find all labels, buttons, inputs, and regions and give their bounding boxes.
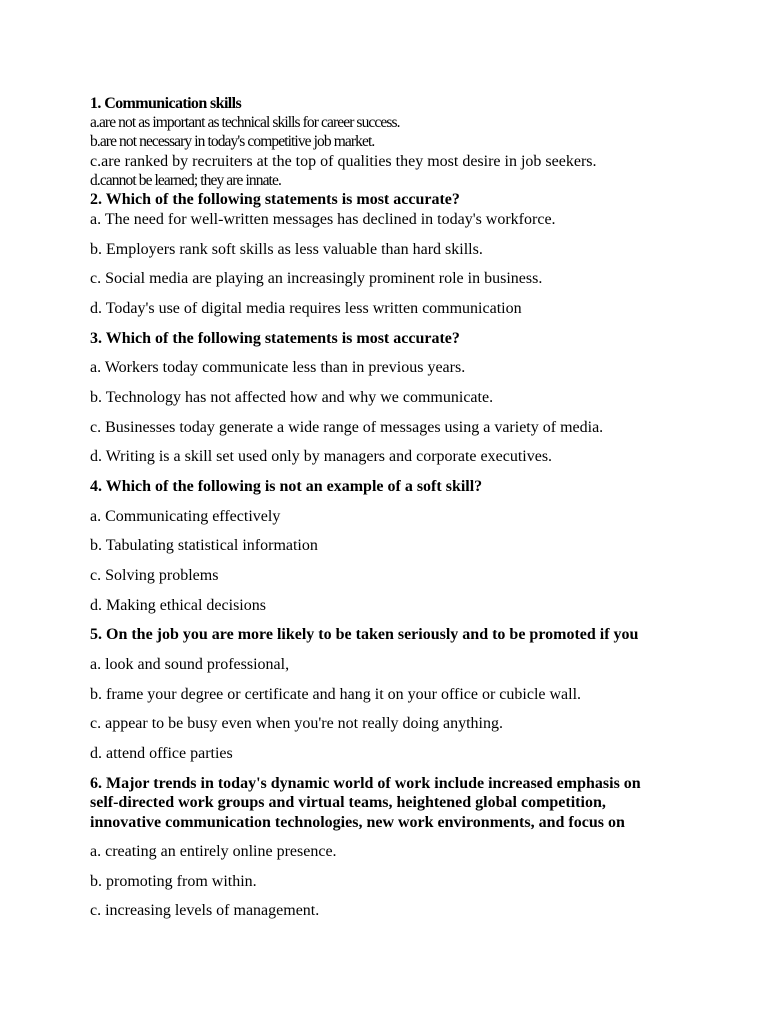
question-5-option-b: b. frame your degree or certificate and hang it on your office or cubicle wall.	[90, 686, 582, 703]
question-1-option-b: b.are not necessary in today's competitive job market.	[90, 133, 375, 150]
question-4-option-a: a. Communicating effectively	[90, 508, 281, 525]
question-6-text-line-1: 6. Major trends in today's dynamic world of work include increased emphasis on	[90, 775, 641, 792]
question-6-option-b: b. promoting from within.	[90, 873, 257, 890]
question-2-text: 2. Which of the following statements is most accurate?	[90, 191, 460, 208]
question-6-option-c: c. increasing levels of management.	[90, 902, 320, 919]
question-2-option-d: d. Today's use of digital media requires less written communication	[90, 300, 522, 317]
question-3-option-b: b. Technology has not affected how and why we communicate.	[90, 389, 494, 406]
question-2-option-a: a. The need for well-written messages has declined in today's workforce.	[90, 211, 556, 228]
question-5-option-d: d. attend office parties	[90, 745, 233, 762]
question-4-option-c: c. Solving problems	[90, 567, 219, 584]
question-3-option-a: a. Workers today communicate less than in previous years.	[90, 359, 466, 376]
question-5-option-c: c. appear to be busy even when you're not really doing anything.	[90, 715, 503, 732]
question-5-option-a: a. look and sound professional,	[90, 656, 290, 673]
question-3-option-d: d. Writing is a skill set used only by managers and corporate executives.	[90, 448, 553, 465]
question-1-heading: 1. Communication skills	[90, 95, 242, 112]
question-3-option-c: c. Businesses today generate a wide range of messages using a variety of media.	[90, 419, 604, 436]
question-5-text: 5. On the job you are more likely to be taken seriously and to be promoted if you	[90, 626, 639, 643]
question-4-option-b: b. Tabulating statistical information	[90, 537, 318, 554]
question-2-option-c: c. Social media are playing an increasingly prominent role in business.	[90, 270, 543, 287]
question-6-option-a: a. creating an entirely online presence.	[90, 843, 337, 860]
question-4-text: 4. Which of the following is not an example of a soft skill?	[90, 478, 483, 495]
question-4-option-d: d. Making ethical decisions	[90, 597, 266, 614]
question-2-option-b: b. Employers rank soft skills as less valuable than hard skills.	[90, 241, 483, 258]
question-1-option-d: d.cannot be learned; they are innate.	[90, 172, 281, 189]
question-3-text: 3. Which of the following statements is most accurate?	[90, 330, 460, 347]
question-6-text-line-3: innovative communication technologies, new work environments, and focus on	[90, 814, 625, 831]
question-6-text-line-2: self-directed work groups and virtual teams, heightened global competition,	[90, 794, 606, 811]
question-1-option-c: c.are ranked by recruiters at the top of qualities they most desire in job seekers.	[90, 153, 597, 170]
question-1-option-a: a.are not as important as technical skills for career success.	[90, 114, 400, 131]
